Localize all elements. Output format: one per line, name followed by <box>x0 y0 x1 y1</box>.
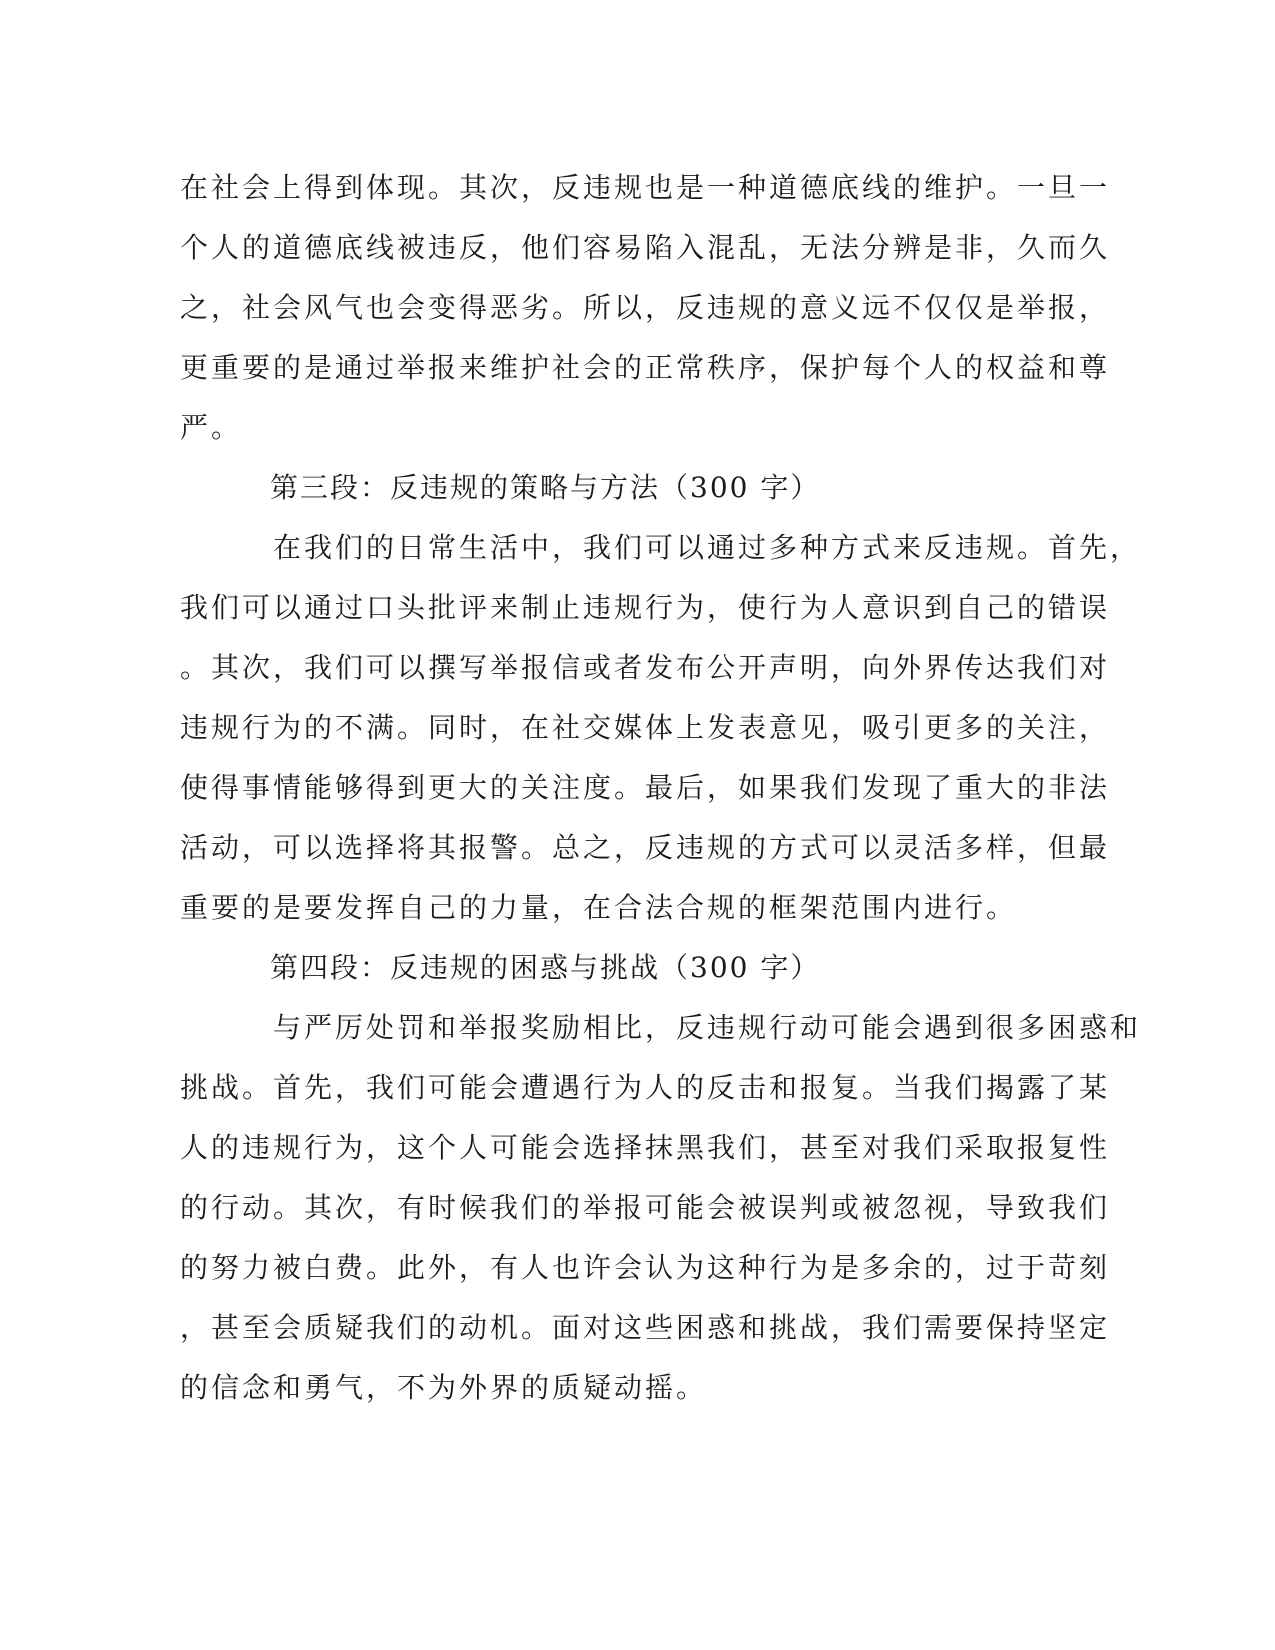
paragraph-line: 。其次，我们可以撰写举报信或者发布公开声明，向外界传达我们对 <box>180 651 1111 684</box>
paragraph-line: 重要的是要发挥自己的力量，在合法合规的框架范围内进行。 <box>180 891 1018 924</box>
document-body <box>180 158 1142 1418</box>
section-heading: 第三段：反违规的策略与方法（300 字） <box>180 471 821 504</box>
paragraph-line: 活动，可以选择将其报警。总之，反违规的方式可以灵活多样，但最 <box>180 831 1111 864</box>
paragraph-line: 的行动。其次，有时候我们的举报可能会被误判或被忽视，导致我们 <box>180 1191 1111 1224</box>
paragraph-line: 违规行为的不满。同时，在社交媒体上发表意见，吸引更多的关注， <box>180 711 1111 744</box>
paragraph-line: 人的违规行为，这个人可能会选择抹黑我们，甚至对我们采取报复性 <box>180 1131 1111 1164</box>
paragraph-line: 的信念和勇气，不为外界的质疑动摇。 <box>180 1371 708 1404</box>
paragraph-line: 在社会上得到体现。其次，反违规也是一种道德底线的维护。一旦一 <box>180 171 1111 204</box>
paragraph-line: 使得事情能够得到更大的关注度。最后，如果我们发现了重大的非法 <box>180 771 1111 804</box>
paragraph-line: 挑战。首先，我们可能会遭遇行为人的反击和报复。当我们揭露了某 <box>180 1071 1111 1104</box>
paragraph-line: 我们可以通过口头批评来制止违规行为，使行为人意识到自己的错误 <box>180 591 1111 624</box>
paragraph-line: 之，社会风气也会变得恶劣。所以，反违规的意义远不仅仅是举报， <box>180 291 1111 324</box>
paragraph-line: 的努力被白费。此外，有人也许会认为这种行为是多余的，过于苛刻 <box>180 1251 1111 1284</box>
paragraph-line: 与严厉处罚和举报奖励相比，反违规行动可能会遇到很多困惑和 <box>180 1011 1142 1044</box>
paragraph-line: 个人的道德底线被违反，他们容易陷入混乱，无法分辨是非，久而久 <box>180 231 1111 264</box>
paragraph-line: 在我们的日常生活中，我们可以通过多种方式来反违规。首先， <box>180 531 1142 564</box>
paragraph-line: ，甚至会质疑我们的动机。面对这些困惑和挑战，我们需要保持坚定 <box>180 1311 1111 1344</box>
paragraph-line: 更重要的是通过举报来维护社会的正常秩序，保护每个人的权益和尊 <box>180 351 1111 384</box>
paragraph-line: 严。 <box>180 411 243 444</box>
section-heading: 第四段：反违规的困惑与挑战（300 字） <box>180 951 821 984</box>
